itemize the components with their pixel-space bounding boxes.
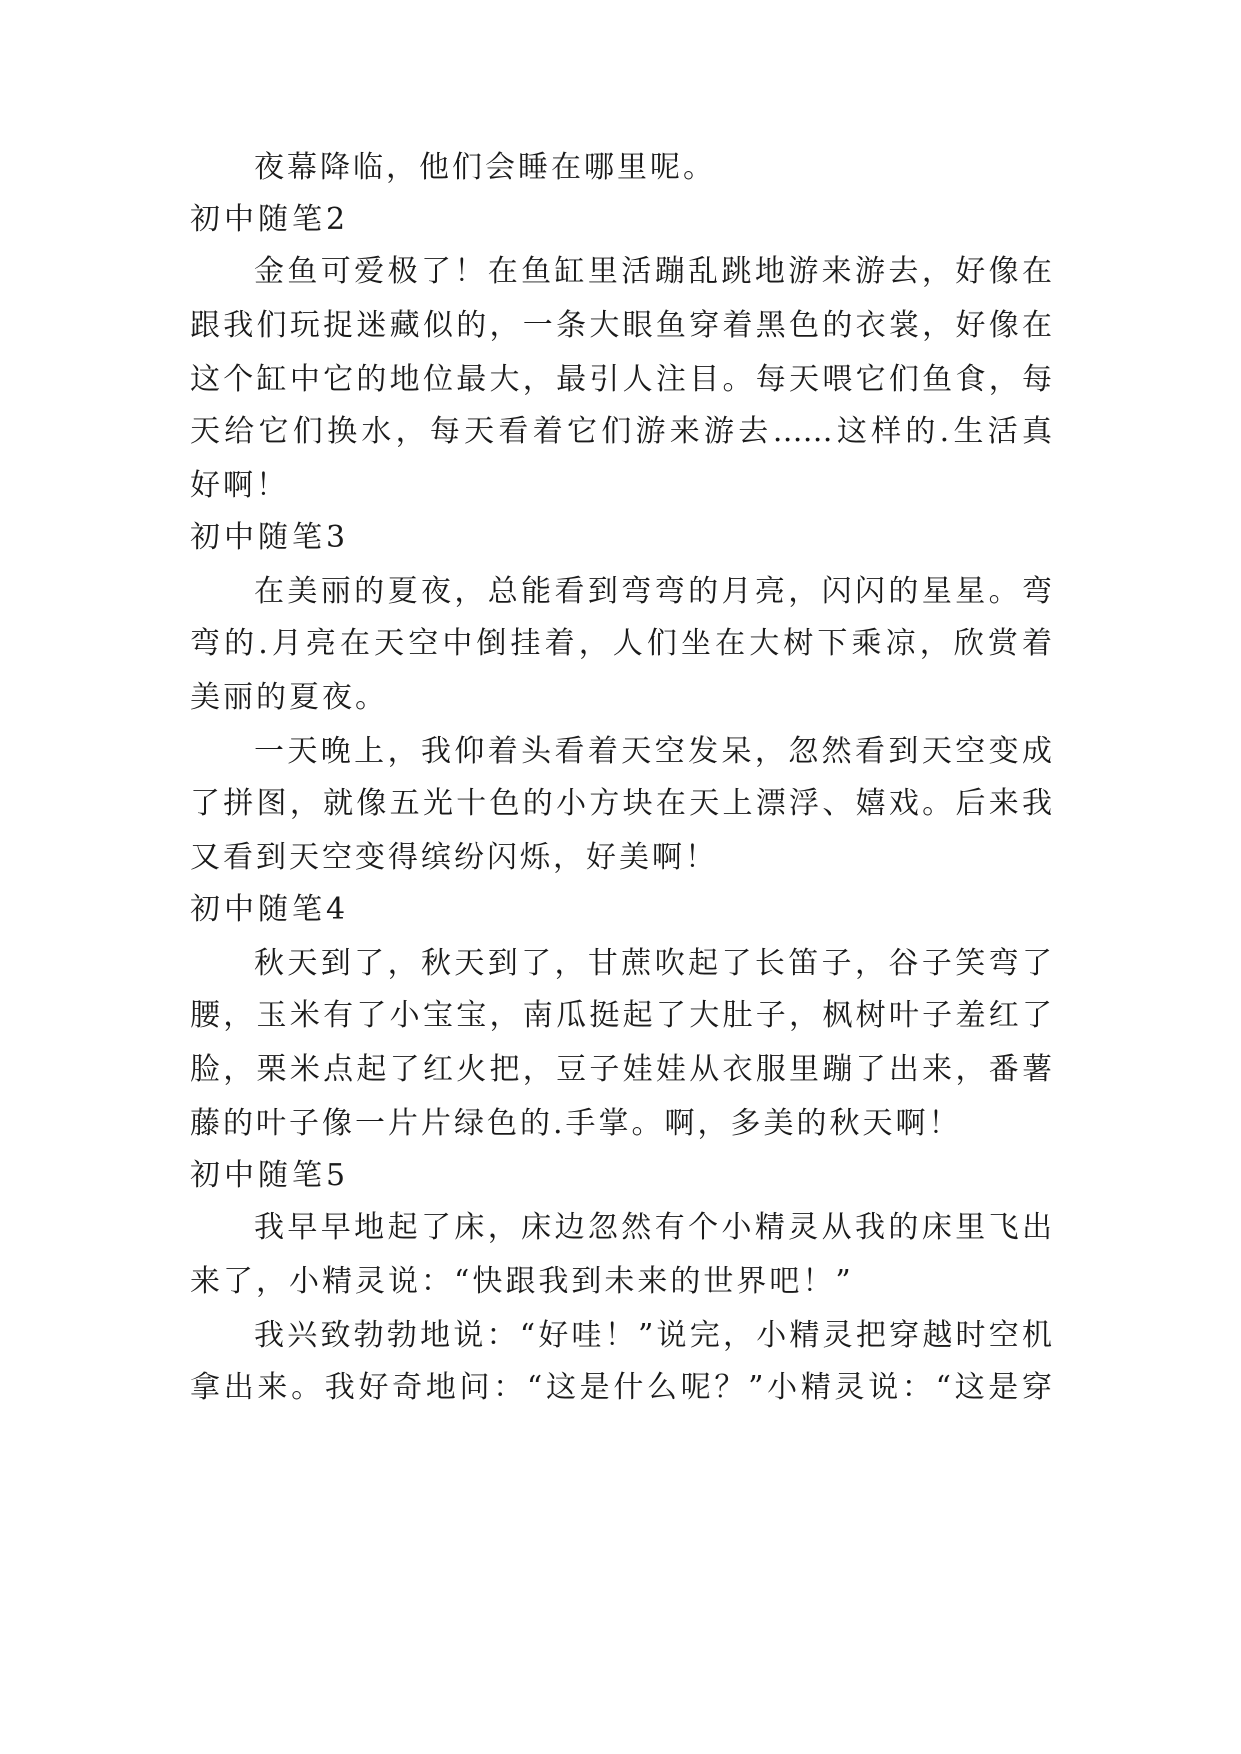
paragraph-line: 了拼图，就像五光十色的小方块在天上漂浮、嬉戏。后来我	[190, 786, 1052, 821]
paragraph-line: 好啊！	[190, 468, 289, 503]
paragraph-line: 藤的叶子像一片片绿色的.手掌。啊，多美的秋天啊！	[190, 1106, 962, 1141]
paragraph-line: 一天晚上，我仰着头看着天空发呆，忽然看到天空变成	[254, 734, 1052, 769]
paragraph-line: 我早早地起了床，床边忽然有个小精灵从我的床里飞出	[254, 1210, 1052, 1245]
paragraph-line: 来了，小精灵说：“快跟我到未来的世界吧！”	[190, 1264, 854, 1299]
paragraph-line: 跟我们玩捉迷藏似的，一条大眼鱼穿着黑色的衣裳，好像在	[190, 308, 1052, 343]
paragraph-line: 我兴致勃勃地说：“好哇！”说完，小精灵把穿越时空机	[254, 1318, 1052, 1353]
paragraph-line: 金鱼可爱极了！在鱼缸里活蹦乱跳地游来游去，好像在	[254, 254, 1052, 289]
paragraph-line: 秋天到了，秋天到了，甘蔗吹起了长笛子，谷子笑弯了	[254, 946, 1052, 981]
section-heading: 初中随笔5	[190, 1158, 350, 1193]
paragraph-line: 弯的.月亮在天空中倒挂着，人们坐在大树下乘凉，欣赏着	[190, 626, 1052, 661]
section-heading: 初中随笔3	[190, 520, 350, 555]
paragraph-line: 美丽的夏夜。	[190, 680, 388, 715]
paragraph-line: 夜幕降临，他们会睡在哪里呢。	[254, 150, 716, 185]
section-heading: 初中随笔2	[190, 202, 350, 237]
paragraph-line: 天给它们换水，每天看着它们游来游去……这样的.生活真	[190, 414, 1052, 449]
paragraph-line: 腰，玉米有了小宝宝，南瓜挺起了大肚子，枫树叶子羞红了	[190, 998, 1052, 1033]
paragraph-line: 脸，栗米点起了红火把，豆子娃娃从衣服里蹦了出来，番薯	[190, 1052, 1052, 1087]
paragraph-line: 拿出来。我好奇地问：“这是什么呢？”小精灵说：“这是穿	[190, 1370, 1052, 1405]
paragraph-line: 又看到天空变得缤纷闪烁，好美啊！	[190, 840, 718, 875]
paragraph-line: 这个缸中它的地位最大，最引人注目。每天喂它们鱼食，每	[190, 362, 1052, 397]
section-heading: 初中随笔4	[190, 892, 350, 927]
paragraph-line: 在美丽的夏夜，总能看到弯弯的月亮，闪闪的星星。弯	[254, 574, 1052, 609]
